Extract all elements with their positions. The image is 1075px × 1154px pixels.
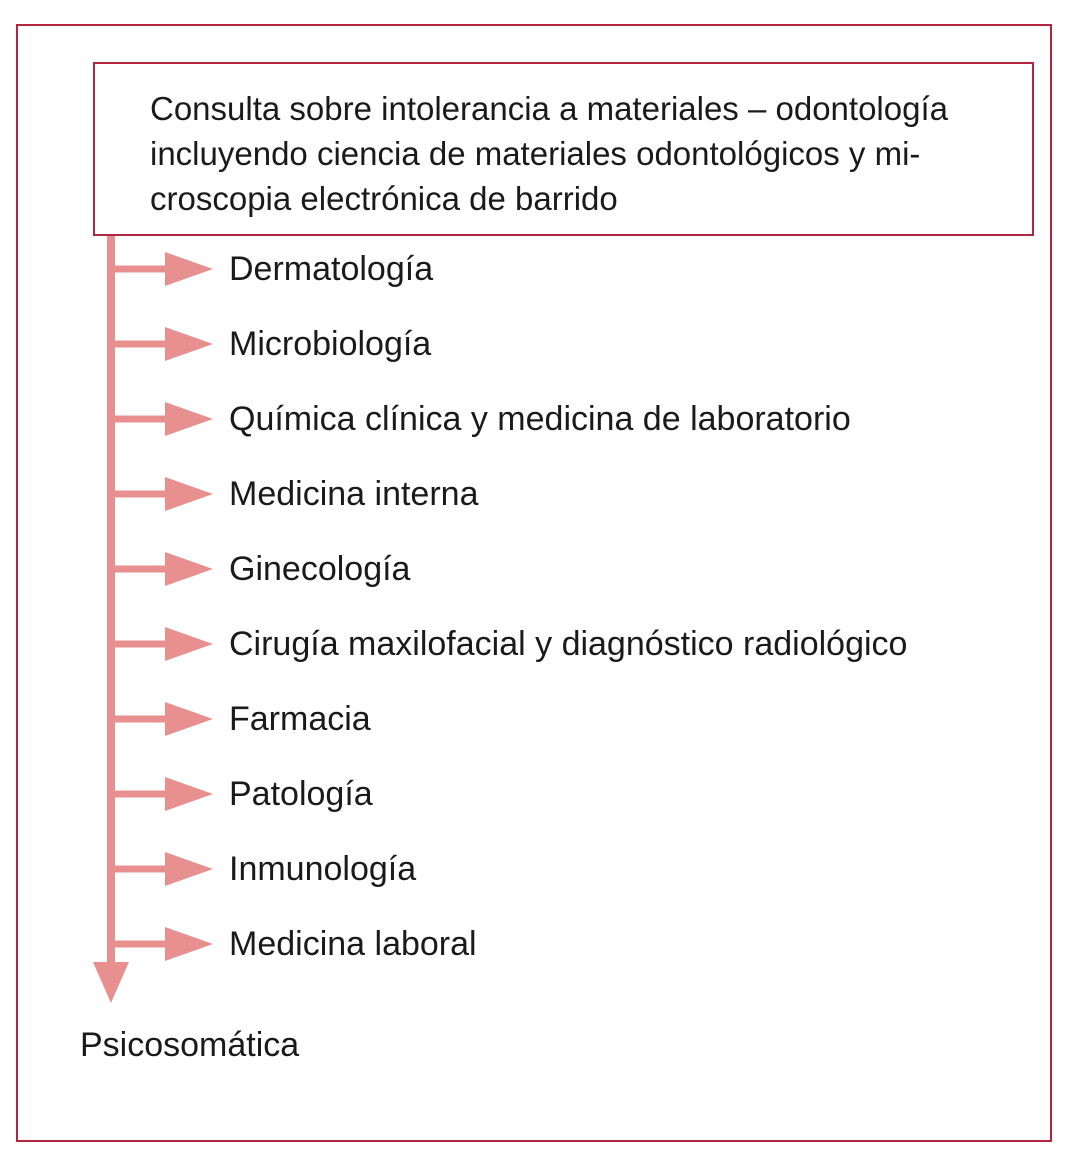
branch-arrowhead (165, 252, 213, 286)
branch-label: Química clínica y medicina de laboratorio (229, 400, 851, 438)
branch-label: Farmacia (229, 700, 371, 738)
branch-label: Ginecología (229, 550, 411, 588)
branch-label: Cirugía maxilofacial y diagnóstico radiológico (229, 625, 908, 663)
branch-arrowhead (165, 927, 213, 961)
branch-arrowhead (165, 552, 213, 586)
branch-label: Medicina laboral (229, 925, 477, 963)
branch-arrowhead (165, 777, 213, 811)
branch-arrowhead (165, 627, 213, 661)
branch-label: Inmunología (229, 850, 417, 888)
branch-label: Medicina interna (229, 475, 479, 513)
branch-arrowhead (165, 702, 213, 736)
header-text: Consulta sobre intolerancia a materiales – odontología incluyendo ciencia de materiales odontológicos y mi- croscopia electrónica de barrido (150, 90, 948, 217)
branch-arrowhead (165, 852, 213, 886)
branch-label: Dermatología (229, 250, 434, 288)
branch-arrowhead (165, 327, 213, 361)
end-label-psicosomatica: Psicosomática (80, 1026, 300, 1064)
branch-label: Patología (229, 775, 373, 813)
branch-label: Microbiología (229, 325, 432, 363)
branch-arrowhead (165, 402, 213, 436)
main-trunk-arrowhead (93, 962, 129, 1003)
header-box (93, 62, 1034, 236)
branch-arrowhead (165, 477, 213, 511)
